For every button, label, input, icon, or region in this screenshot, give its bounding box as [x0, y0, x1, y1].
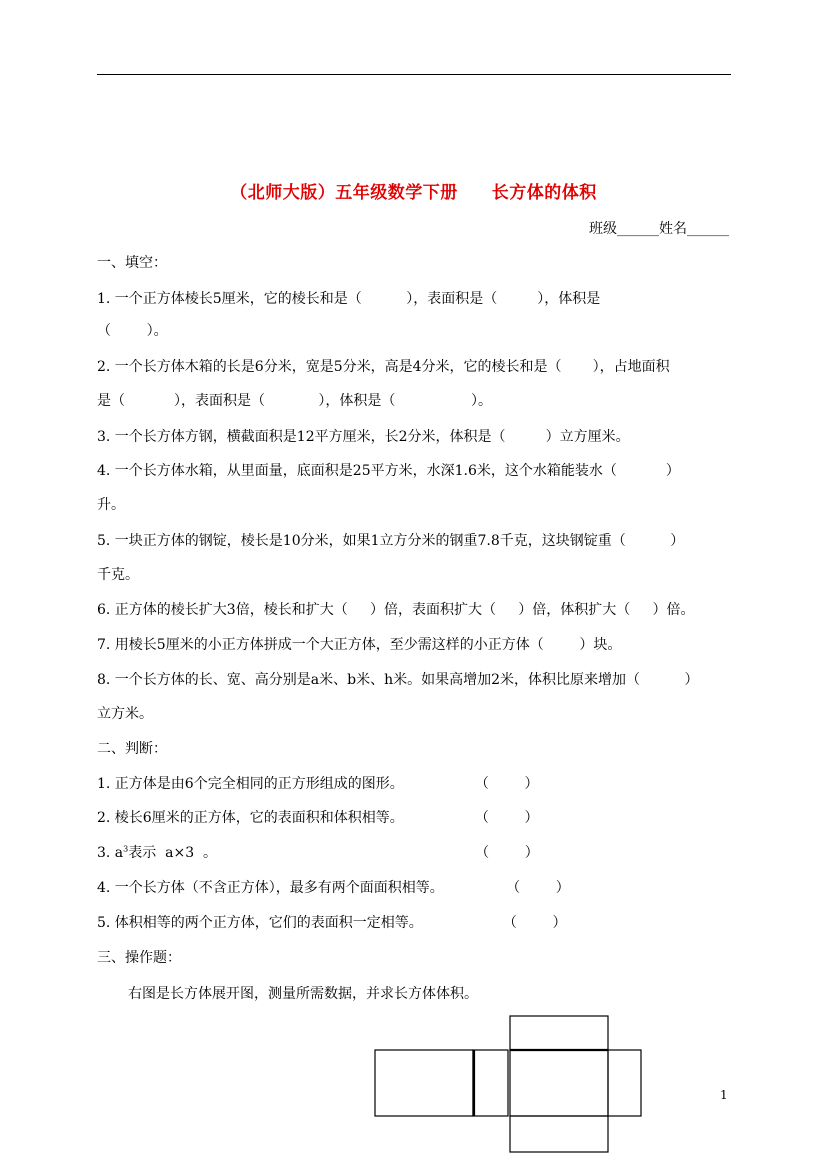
title-part2: 长方体的体积 [491, 183, 597, 203]
header-rule [97, 74, 731, 75]
operation-1: 右图是长方体展开图，测量所需数据，并求长方体体积。 [128, 986, 478, 1002]
judge-5: 5. 体积相等的两个正方体，它们的表面积一定相等。 （ ） [97, 915, 567, 931]
judge-3-exponent: 3 [123, 844, 129, 854]
net-top-face [510, 1016, 608, 1050]
q1-line1: 1. 一个正方体棱长5厘米，它的棱长和是（ ），表面积是（ ），体积是 [97, 291, 601, 307]
q8-line1: 8. 一个长方体的长、宽、高分别是a米、b米、h米。如果高增加2米，体积比原来增加（ ） [97, 672, 699, 688]
title-part1: （北师大版）五年级数学下册 [230, 183, 458, 203]
page-title [0, 178, 827, 203]
q7-line: 7. 用棱长5厘米的小正方体拼成一个大正方体，至少需这样的小正方体（ ）块。 [97, 637, 622, 653]
judge-3-post: 表示 a×3 。 （ ） [128, 845, 539, 861]
judge-1: 1. 正方体是由6个完全相同的正方形组成的图形。 （ ） [97, 776, 539, 792]
judge-2: 2. 棱长6厘米的正方体，它的表面积和体积相等。 （ ） [97, 810, 539, 826]
q4-line1: 4. 一个长方体水箱，从里面量，底面积是25平方米，水深1.6米，这个水箱能装水（ ） [97, 463, 680, 479]
q5-line2: 千克。 [97, 567, 139, 583]
class-name-line: 班级______姓名______ [589, 221, 729, 237]
q3-line: 3. 一个长方体方钢，横截面积是12平方厘米，长2分米，体积是（ ）立方厘米。 [97, 429, 630, 445]
cuboid-net-diagram [370, 1012, 648, 1157]
judge-3 [97, 842, 539, 862]
section-judge-heading: 二、判断： [97, 741, 167, 757]
page-number: 1 [720, 1088, 728, 1102]
net-left-side-face [473, 1050, 508, 1116]
q5-line1: 5. 一块正方体的钢锭，棱长是10分米，如果1立方分米的钢重7.8千克，这块钢锭重（ ） [97, 533, 685, 549]
section-operation-heading: 三、操作题： [97, 950, 181, 966]
q2-line2: 是（ ），表面积是（ ），体积是（ ）。 [97, 393, 493, 409]
net-right-side-face [608, 1050, 641, 1116]
judge-3-pre: 3. a [97, 845, 124, 861]
net-front-face [510, 1050, 608, 1116]
net-bottom-face [510, 1116, 608, 1152]
q1-line2: （ ）。 [97, 323, 168, 339]
q8-line2: 立方米。 [97, 706, 153, 722]
q6-line: 6. 正方体的棱长扩大3倍，棱长和扩大（ ）倍，表面积扩大（ ）倍，体积扩大（ ）倍。 [97, 602, 695, 618]
section-fill-heading: 一、填空： [97, 255, 167, 271]
net-left-face [375, 1050, 473, 1116]
q2-line1: 2. 一个长方体木箱的长是6分米，宽是5分米，高是4分米，它的棱长和是（ ），占地面积 [97, 359, 670, 375]
judge-4: 4. 一个长方体（不含正方体），最多有两个面面积相等。 （ ） [97, 880, 570, 896]
q4-line2: 升。 [97, 497, 125, 513]
